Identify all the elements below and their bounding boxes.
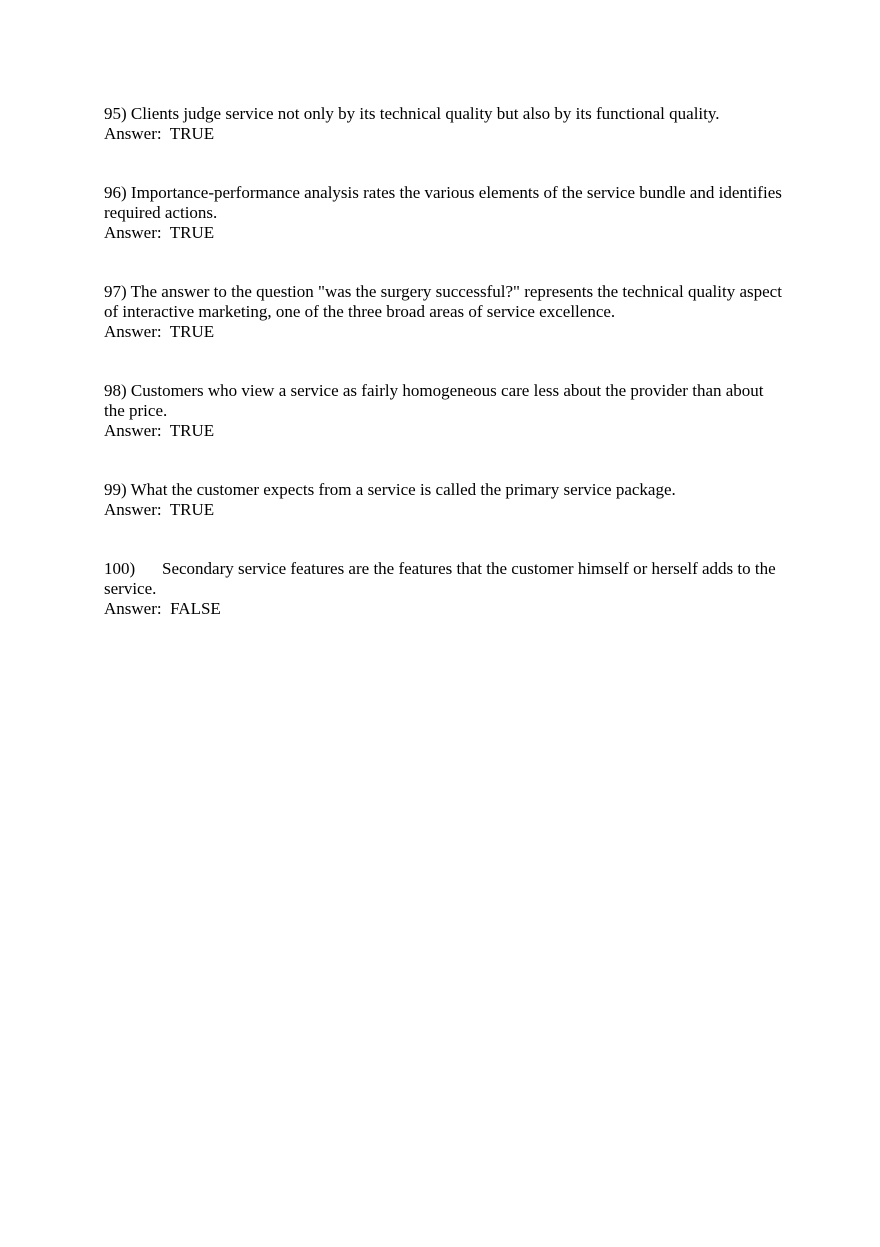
answer-text: Answer: TRUE [104,500,215,519]
question-item-99 [104,480,784,520]
question-text: 96) Importance-performance analysis rates the various elements of the service bundle and identifies required actions. [104,183,782,222]
question-text-with-number [104,559,784,599]
question-item-98 [104,381,784,441]
answer-text: Answer: TRUE [104,124,215,143]
question-text: 95) Clients judge service not only by its technical quality but also by its functional quality. [104,104,720,123]
answer-text: Answer: TRUE [104,223,215,242]
question-text: Secondary service features are the features that the customer himself or herself adds to the service. [104,559,776,598]
answer-text: Answer: TRUE [104,322,215,341]
question-number: 100) [104,559,136,578]
answer-text: Answer: TRUE [104,421,215,440]
question-text: 97) The answer to the question "was the surgery successful?" represents the technical quality aspect of interactive marketing, one of the three broad areas of service excellence. [104,282,782,321]
question-text: 98) Customers who view a service as fairly homogeneous care less about the provider than about the price. [104,381,764,420]
question-item-100 [104,559,784,619]
question-item-97 [104,282,784,342]
question-item-95 [104,104,784,144]
question-item-96 [104,183,784,243]
document-page [104,104,784,619]
answer-text: Answer: FALSE [104,599,221,618]
question-text: 99) What the customer expects from a service is called the primary service package. [104,480,676,499]
